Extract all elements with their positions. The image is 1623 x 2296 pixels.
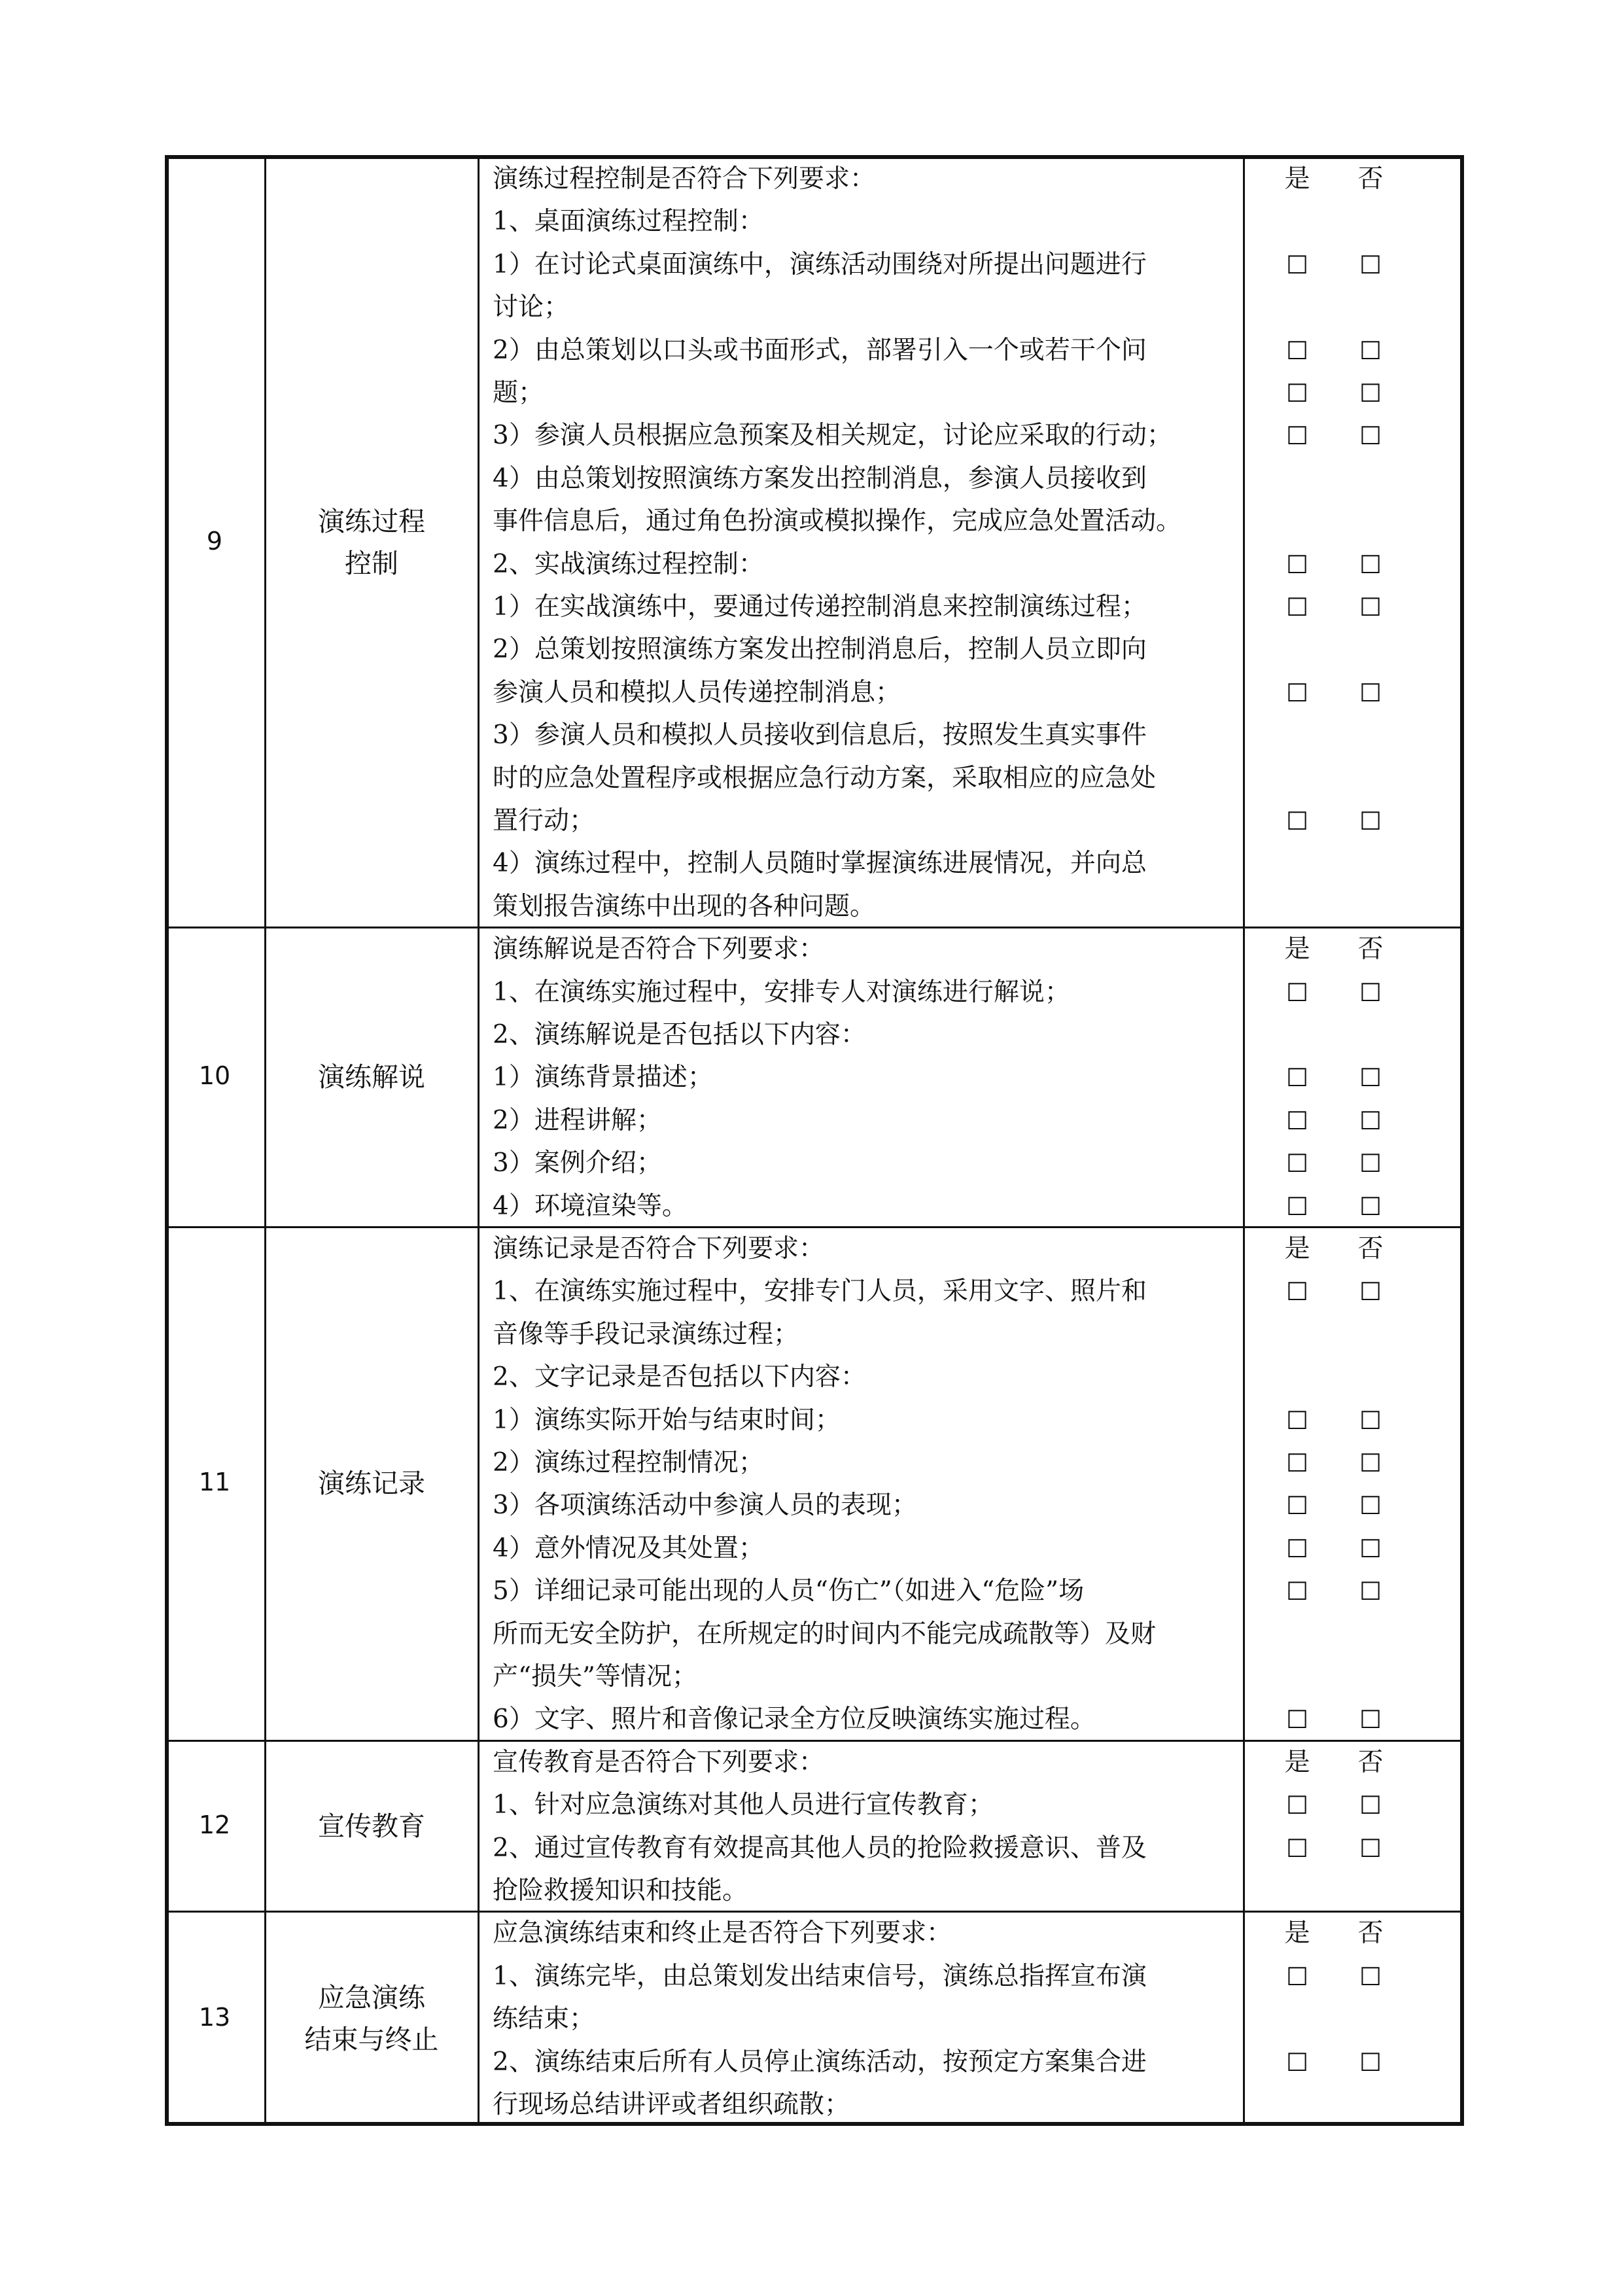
no-checkbox[interactable]: ☐ [1359,1405,1382,1435]
yes-checkbox[interactable]: ☐ [1285,1405,1309,1435]
no-checkbox[interactable]: ☐ [1359,593,1382,622]
yes-checkbox[interactable]: ☐ [1285,379,1309,408]
requirement-text: 时的应急处置程序或根据应急行动方案，采取相应的应急处 [493,763,1157,793]
requirement-text: 置行动； [493,806,595,836]
row-category [265,501,478,584]
column-divider [1243,155,1245,2126]
requirement-text: 4）演练过程中，控制人员随时掌握演练进展情况，并向总 [493,849,1147,879]
yes-checkbox[interactable]: ☐ [1285,1833,1309,1863]
no-column-header: 否 [1357,934,1384,964]
requirement-text: 2）总策划按照演练方案发出控制消息后，控制人员立即向 [493,635,1147,665]
requirement-text: 1、针对应急演练对其他人员进行宣传教育； [493,1790,994,1820]
requirement-text: 讨论； [493,292,570,323]
yes-checkbox[interactable]: ☐ [1285,1063,1309,1093]
yes-checkbox[interactable]: ☐ [1285,550,1309,579]
no-checkbox[interactable]: ☐ [1359,1277,1382,1307]
yes-checkbox[interactable]: ☐ [1285,1491,1309,1521]
requirement-text: 所而无安全防护，在所规定的时间内不能完成疏散等）及财 [493,1619,1157,1649]
yes-checkbox[interactable]: ☐ [1285,421,1309,451]
no-column-header: 否 [1357,1234,1384,1263]
row-divider [165,1226,1464,1228]
requirement-text: 3）案例介绍； [493,1148,662,1178]
category-label-line: 宣传教育 [318,1810,425,1842]
requirement-text: 2）进程讲解； [493,1105,662,1135]
requirement-text: 2）由总策划以口头或书面形式，部署引入一个或若干个问 [493,335,1147,365]
no-checkbox[interactable]: ☐ [1359,1577,1382,1606]
no-checkbox[interactable]: ☐ [1359,379,1382,408]
requirement-text: 音像等手段记录演练过程； [493,1319,799,1349]
requirement-text: 3）参演人员根据应急预案及相关规定，讨论应采取的行动； [493,421,1172,451]
yes-column-header: 是 [1284,164,1310,194]
requirement-text: 4）意外情况及其处置； [493,1533,764,1563]
requirement-text: 演练过程控制是否符合下列要求： [493,164,876,194]
category-label-line: 应急演练 [318,1981,425,2013]
yes-column-header: 是 [1284,1234,1310,1263]
no-checkbox[interactable]: ☐ [1359,1791,1382,1820]
requirement-text: 1、演练完毕，由总策划发出结束信号，演练总指挥宣布演 [493,1961,1147,1991]
no-checkbox[interactable]: ☐ [1359,550,1382,579]
yes-checkbox[interactable]: ☐ [1285,1577,1309,1606]
requirement-text: 1）在讨论式桌面演练中，演练活动围绕对所提出问题进行 [493,249,1147,279]
requirement-text: 抢险救援知识和技能。 [493,1876,748,1905]
row-category [265,1977,478,2060]
requirement-text: 5）详细记录可能出现的人员“伤亡”（如进入“危险”场 [493,1576,1085,1606]
no-checkbox[interactable]: ☐ [1359,807,1382,836]
yes-column-header: 是 [1284,1918,1310,1949]
requirement-text: 2、文字记录是否包括以下内容： [493,1362,866,1392]
requirement-text: 2）演练过程控制情况； [493,1448,764,1477]
yes-checkbox[interactable]: ☐ [1285,2047,1309,2077]
yes-checkbox[interactable]: ☐ [1285,807,1309,836]
row-number: 13 [198,2002,231,2032]
yes-checkbox[interactable]: ☐ [1285,1192,1309,1221]
requirement-text: 宣传教育是否符合下列要求： [493,1747,825,1777]
no-checkbox[interactable]: ☐ [1359,1962,1382,1991]
row-number: 11 [198,1468,231,1497]
row-number: 9 [206,526,223,556]
requirement-text: 1、桌面演练过程控制： [493,207,764,237]
requirement-text: 1）在实战演练中，要通过传递控制消息来控制演练过程； [493,592,1147,622]
requirement-text: 2、实战演练过程控制： [493,549,764,579]
yes-checkbox[interactable]: ☐ [1285,1277,1309,1307]
yes-checkbox[interactable]: ☐ [1285,250,1309,279]
requirement-text: 6）文字、照片和音像记录全方位反映演练实施过程。 [493,1704,1096,1735]
row-number: 10 [198,1061,231,1091]
requirement-text: 2、通过宣传教育有效提高其他人员的抢险救援意识、普及 [493,1833,1147,1863]
requirement-text: 演练记录是否符合下列要求： [493,1234,825,1263]
requirement-text: 演练解说是否符合下列要求： [493,934,825,964]
no-checkbox[interactable]: ☐ [1359,1491,1382,1521]
category-label-line: 演练过程 [318,505,425,537]
yes-checkbox[interactable]: ☐ [1285,1149,1309,1178]
requirement-text: 2、演练解说是否包括以下内容： [493,1020,866,1050]
no-checkbox[interactable]: ☐ [1359,250,1382,279]
yes-checkbox[interactable]: ☐ [1285,978,1309,1007]
no-checkbox[interactable]: ☐ [1359,1534,1382,1563]
no-checkbox[interactable]: ☐ [1359,1106,1382,1135]
requirement-text: 策划报告演练中出现的各种问题。 [493,891,876,921]
category-label-line: 结束与终止 [304,2023,439,2055]
requirement-text: 1、在演练实施过程中，安排专门人员，采用文字、照片和 [493,1277,1147,1307]
category-label-line: 控制 [345,547,398,579]
requirement-text: 4）由总策划按照演练方案发出控制消息，参演人员接收到 [493,463,1147,493]
yes-checkbox[interactable]: ☐ [1285,1791,1309,1820]
requirement-text: 3）各项演练活动中参演人员的表现； [493,1491,917,1521]
requirement-text: 1）演练背景描述； [493,1063,713,1093]
no-checkbox[interactable]: ☐ [1359,1192,1382,1221]
requirement-text: 应急演练结束和终止是否符合下列要求： [493,1918,952,1949]
yes-checkbox[interactable]: ☐ [1285,1962,1309,1991]
category-label-line: 演练解说 [318,1061,425,1093]
no-column-header: 否 [1357,164,1384,194]
requirement-text: 4）环境渲染等。 [493,1191,688,1221]
no-checkbox[interactable]: ☐ [1359,1149,1382,1178]
no-checkbox[interactable]: ☐ [1359,1063,1382,1093]
row-number: 12 [198,1810,231,1839]
yes-column-header: 是 [1284,1747,1310,1777]
no-checkbox[interactable]: ☐ [1359,1833,1382,1863]
yes-checkbox[interactable]: ☐ [1285,1705,1309,1735]
row-divider [165,1911,1464,1913]
yes-checkbox[interactable]: ☐ [1285,336,1309,365]
requirement-text: 1）演练实际开始与结束时间； [493,1405,841,1435]
yes-checkbox[interactable]: ☐ [1285,1449,1309,1477]
row-divider [165,1740,1464,1742]
requirement-text: 题； [493,378,544,408]
row-category [265,1805,478,1847]
no-checkbox[interactable]: ☐ [1359,421,1382,451]
no-checkbox[interactable]: ☐ [1359,978,1382,1007]
requirement-text: 练结束； [493,2004,595,2034]
yes-checkbox[interactable]: ☐ [1285,1534,1309,1563]
yes-column-header: 是 [1284,934,1310,964]
requirement-text: 2、演练结束后所有人员停止演练活动，按预定方案集合进 [493,2047,1147,2077]
no-checkbox[interactable]: ☐ [1359,2047,1382,2077]
no-checkbox[interactable]: ☐ [1359,678,1382,707]
yes-checkbox[interactable]: ☐ [1285,1106,1309,1135]
category-label-line: 演练记录 [318,1468,425,1500]
yes-checkbox[interactable]: ☐ [1285,678,1309,707]
requirement-text: 行现场总结讲评或者组织疏散； [493,2090,850,2119]
row-category [265,1462,478,1504]
no-checkbox[interactable]: ☐ [1359,1705,1382,1735]
no-column-header: 否 [1357,1747,1384,1777]
requirement-text: 1、在演练实施过程中，安排专人对演练进行解说； [493,977,1070,1007]
no-checkbox[interactable]: ☐ [1359,1449,1382,1477]
row-divider [165,927,1464,928]
no-column-header: 否 [1357,1918,1384,1949]
requirement-text: 参演人员和模拟人员传递控制消息； [493,677,901,707]
no-checkbox[interactable]: ☐ [1359,336,1382,365]
requirement-text: 事件信息后，通过角色扮演或模拟操作，完成应急处置活动。 [493,506,1182,537]
requirement-text: 3）参演人员和模拟人员接收到信息后，按照发生真实事件 [493,720,1147,751]
row-category [265,1056,478,1098]
yes-checkbox[interactable]: ☐ [1285,593,1309,622]
requirement-text: 产“损失”等情况； [493,1662,697,1691]
